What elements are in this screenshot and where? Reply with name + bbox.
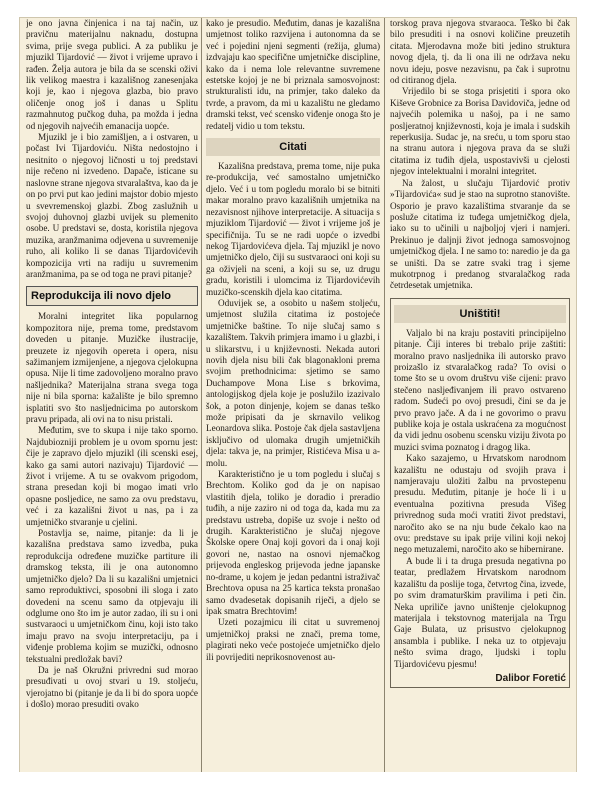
unisti-box <box>390 298 570 689</box>
paragraph: Mjuzikl je i bio zamišljen, a i ostvaren, u počast Ivi Tijardoviću. Ništa nedostojno i nesitnito o njegovoj ličnosti u toj predstavi nije rečeno ni izvedeno. Dapače, isticane su naslovne strane njegova stvaralaštva, kao da je on po prvi put kao jedini majstor dobio mjesto u svevremenskoj glazbi. Zbog zaslužnih u svojoj duhovnoj glazbi uvijek su plemenito osobe. U predstavi se, dosta, koristila njegova muzika, aranžmanima odjevena u suvremenije ruho, ali koliko li se danas Tijardovićevih kompozicija vrti na radiju u suvremenim aranžmanima, pa se od toga ne pravi pitanje? <box>26 132 198 279</box>
paragraph: Vrijedilo bi se stoga prisjetiti i spora oko Kiševe Grobnice za Borisa Davidoviča, jedne od najvećih polemika u našoj, pa i ne samo posljeratnoj književnosti, koja je imala i sudskih reperkusija. Sudac je, na sreću, u tom sporu stao na stranu autora i njegova prava da se služi citatima iz tuđih djela, uspostavivši u cjelosti njegov intelektualni i moralni integritet. <box>390 86 570 177</box>
paragraph: Da je naš Okružni privredni sud morao presuđivati u ovoj stvari u 19. stoljeću, vjerojatno bi (pitanje je da li bi do spora uopće i došlo) morao presuditi ovako <box>26 664 198 710</box>
column-2 <box>206 18 380 772</box>
subheading: Citati <box>206 138 380 156</box>
paragraph: kako je presudio. Međutim, danas je kazališna umjetnost toliko razvijena i autonomna da se već i pojedini njeni segmenti (režija, gluma) izdvajaju kao specifične umjetničke discipline, kako da i nema lole relevantne suvremene estetske kojoj je ne bi priznala samosvojnost: strukturalisti idu, na primjer, tako daleko da tvrde, a pravom, da mi u kazalištu ne gledamo dramski tekst, već scensko viđenje onoga što je redatelj vidio u tom tekstu. <box>206 18 380 131</box>
subheading: Reprodukcija ili novo djelo <box>26 286 198 306</box>
column-1 <box>26 18 198 772</box>
paragraph: Kazališna predstava, prema tome, nije puka re-produkcija, već samostalno umjetničko djelo. Već i u tom pogledu moralo bi se bitniti makar moralno pravo kazališnih umjetnika na nezavisnost njihove interpretacije. A situacija s mjuziklom Tijardović — život i vrijeme još je specifičnija. Tu se ne radi uopće o izvedbi nekog Tijardovićeva djela. Taj mjuzikl je novo umjetničko djelo, čiji su sustvaraoci oni koji su ga oživjeli na sceni, a koji su se, uz drugu gradu, koristili i ulomcima iz Tijardovićevih muzičko-scenskih djela kao citatima. <box>206 161 380 297</box>
paragraph: Moralni integritet lika popularnog kompozitora nije, prema tome, predstavom doveden u pitanje. Muzičke ilustracije, preuzete iz njegovih opereta i opera, nisu sažimanjem izmijenjene, a njegova cjelokupna opusa. Nije li time zadovoljeno moralno pravo našljednika? Materijalna strana svega toga nije ni bila sporna: kažalište je bilo spremno isplatiti svo što nasljednicima po autorskom pravu pripada, ali ovi na to nisu pristali. <box>26 311 198 424</box>
author-signature <box>394 673 566 684</box>
column-rule <box>201 18 202 772</box>
paragraph: Na žalost, u slučaju Tijardović protiv »Tijardovića« sud je stao na suprotno stanovište. Osporio je pravo kazalištima stvaranje da se posluže citatima iz tuđega umjetničkog djela, iako su to učinili u najboljoj vjeri i namjeri. Prekinuo je daljnji život jednoga samosvojnog umjetničkog djela. I ne samo to: naredio je da ga se uništi. Da se zatre svaki trag i sjeme mukotrpnog i predanog stvaralačkog rada četrdesetak umjetnika. <box>390 177 570 291</box>
paragraph: Valjalo bi na kraju postaviti principijelno pitanje. Čiji interes bi trebalo prije zaštiti: moralno pravo nasljednika ili autorsko pravo proizašlo iz stvaralačkog rada? To ovisi o tome što se u ovom društvu više cijeni: pravo stečeno nasljeđivanjem ili pravo ostvareno radom. Sudeći po ovoj presudi, čini se da je prvo pravo jače. A da i ne govorimo o pravu publike koja je ostala uskraćena za mogućnost da vidi jednu osobenu scensku viziju života po muzici svima poznatog i dragog lika. <box>394 327 566 452</box>
paragraph: Oduvijek se, a osobito u našem stoljeću, umjetnost služila citatima iz postojeće umjetničke baštine. To nije slučaj samo s kazalištem. Takvih primjera imamo i u glazbi, i u slikarstvu, i u književnosti. Nekada autori novih djela nisu bili čak blagonakloni prema svojim prethodnicima: sjetimo se samo Duchampove Mona Lise s brkovima, antologijskog djela koje je poslužilo izazivalo šok, a poton dinjenje, kojem se danas teško može pripisati da je skrnavilo velikog Leonardova slika. Postoje čak djela sastavljena isključivo od ulomaka drugih umjetničkih djela: takva je, na primjer, Ristićeva Misa u a-molu. <box>206 297 380 468</box>
paragraph: Uzeti pozajmicu ili citat u suvremenoj umjetničkoj praksi ne znači, prema tome, plagirati neko veće postojeće umjetničko djelo ili povrijediti neprikosnovenost au- <box>206 617 380 662</box>
page-sheet <box>10 12 590 772</box>
paragraph: Postavlja se, naime, pitanje: da li je kazališna predstava samo izvedba, puka reprodukcija određene muzičke partiture ili dramskog teksta, ili je ona autonomno umjetničko djelo? Da li su kazališni umjetnici samo reproduktivci, sposobni ili sloga i zato dovedeni na scenu samo da otpjevaju ili odglume ono što im je autor zadao, ili su i oni sustvaraoci u umjetničkom činu, koji isto tako imaju pravo na svoju interpretaciju, pa i viđenje problema kojim se muzički, odnosno tekstualni predložak bavi? <box>26 528 198 664</box>
paragraph: torskog prava njegova stvaraoca. Teško bi čak bilo presuditi i na osnovi količine preuzetih citata. Mjerodavna može biti jedino struktura novog djela, tj. da li ona ili ne održava neku novu ideju, posve nezavisnu, pa čak i suprotnu od citiranog djela. <box>390 18 570 86</box>
paragraph: Karakteristično je u tom pogledu i slučaj s Brechtom. Koliko god da je on napisao vlastitih djela, toliko je doradio i preradio tuđih, a nije zaziro ni od toga da, kada mu za predstavu ustreba, dopiše uz svoje i nešto od drugih. Karakteristično je slučaj njegove Školske opere Onaj koji govori da i onaj koji govori ne, nastao na osnovi njemačkog prijevoda engleskog prijevoda jedne japanske no-drame, u kojem je jedan pedantni istraživač Brechtova opusa na 25 kartica teksta pronašao samo dvadesetak dopisanih riječi, a djelo se ipak smatra Brechtovim! <box>206 469 380 616</box>
newspaper-clipping <box>20 18 576 772</box>
subheading: Uništiti! <box>394 305 566 323</box>
paragraph: Međutim, sve to skupa i nije tako sporno. Najdubiozniji problem je u ovom spornu jest: čije je zapravo djelo mjuzikl (ili scenski esej, kako ga sami autori nazivaju) Tijardović — život i vrijeme. A tu se ovakvom prigodom, strana presedan koji bi mogao imati vrlo opasne posljedice, ne samo za ovu predstavu, već i za kazališni život u nas, pa i za umjetničko stvaranje u cjelini. <box>26 425 198 527</box>
paragraph: A bude li i ta druga presuda negativna po teatar, predlažem Hrvatskom narodnom kazalištu da poslije toga, četvrtog čina, izvede, po svim dramaturškim pravilima i peti čin. Neka upriliče javno uništenje cjelokupnog materijala i tekstovnog materijala na Trgu Gaje Bulata, uz prisustvo cjelokupnog ansambla i publike. I neka uz to otpjevaju nešto svima drago, ljudski i toplu Tijardovićevu pjesmu! <box>394 555 566 669</box>
column-rule <box>384 18 385 772</box>
author-name: Dalibor Foretić <box>495 672 566 684</box>
column-3 <box>390 18 570 772</box>
paragraph: je ono javna činjenica i na taj način, uz pravičnu materijalnu naknadu, dostupna svima, prije svega publici. A za publiku je mjuzikl Tijardović — život i vrijeme upravo i rađen. Želja autora je bila da se scenski oživi lik velikog maestra i kazališnog zanesenjaka koji je, kao i njegova glazba, bio pravo oličenje onog još i danas u Splitu razmahnutog pučkog duha, pa možda i jedna od njegovih najvećih emanacija uopće. <box>26 18 198 131</box>
paragraph: Kako sazajemo, u Hrvatskom narodnom kazalištu ne odustaju od svojih prava i namjeravaju uložiti žalbu na prvostepenu presudu. Međutim, pitanje je hoće li i u eventualna pozitivna presuda Višeg privrednog suda moći vratiti život predstavi, naročito ako se na nju bude čekalo kao na ovu: predstave su ipak prije vilini koji nekoj nego metuzalemi, naročito ako se hibernirane. <box>394 453 566 555</box>
